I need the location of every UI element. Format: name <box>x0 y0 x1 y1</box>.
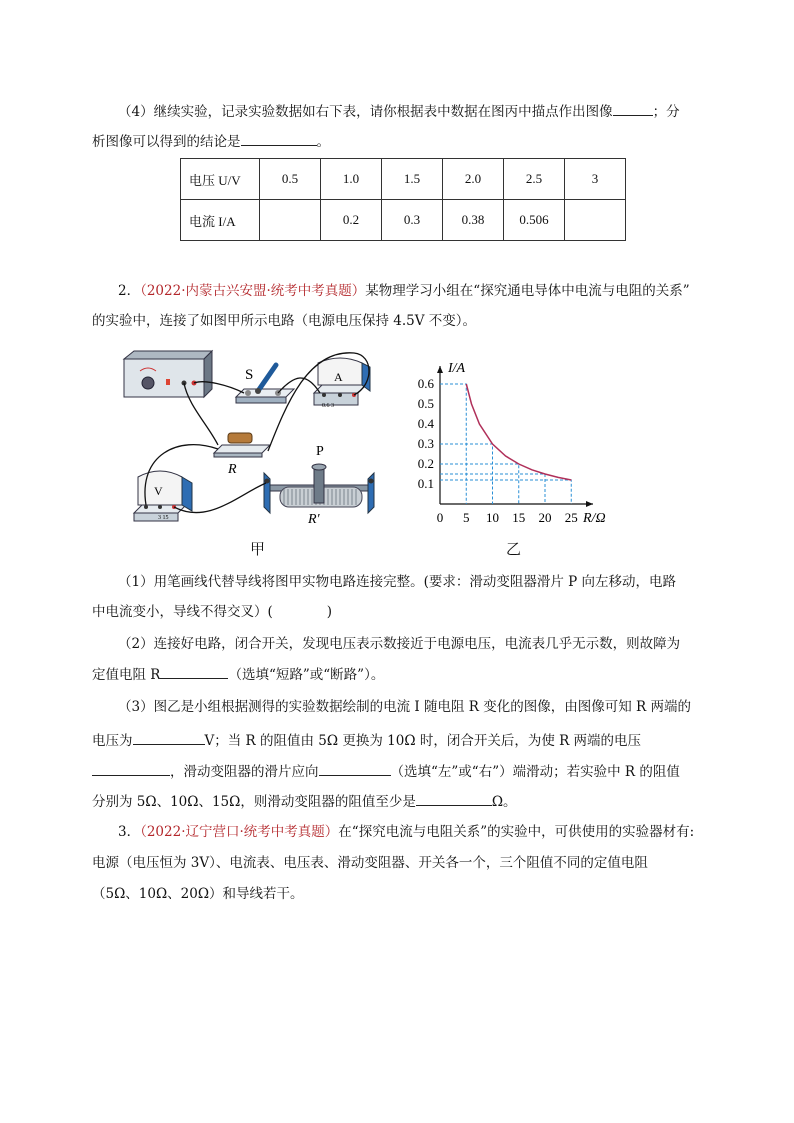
q2-sub3-line-4 <box>92 791 517 812</box>
table-cell: 0.506 <box>504 200 565 241</box>
y-tick-label: 0.5 <box>417 396 434 411</box>
y-tick-label: 0.2 <box>417 456 434 471</box>
x-tick-label: 15 <box>512 510 526 525</box>
chart-guides <box>440 384 571 504</box>
q2-sub3-line-2 <box>92 730 641 751</box>
q2-text-1: 某物理学习小组在“探究通电导体中电流与电阻的关系” <box>365 283 690 299</box>
q2-sub3-blank-1[interactable] <box>133 730 205 745</box>
switch-label: S <box>245 367 254 383</box>
ammeter-label: A <box>334 370 343 384</box>
q2-line-2: 的实验中，连接了如图甲所示电路（电源电压保持 4.5V 不变）。 <box>92 313 477 329</box>
q2-sub3-blank-2[interactable] <box>92 761 170 776</box>
table-cell: 1.5 <box>382 159 443 200</box>
q2-sub2-text-b: （选填“短路”或“断路”）。 <box>228 667 385 683</box>
q2-sub1-line-1: （1）用笔画线代替导线将图甲实物电路连接完整。(要求：滑动变阻器滑片 P 向左移动，电路 <box>118 574 677 590</box>
q2-sub3-text-f: Ω。 <box>491 794 517 810</box>
table-cell: 3 <box>565 159 626 200</box>
table-cell: 1.0 <box>321 159 382 200</box>
power-supply-icon <box>124 351 212 397</box>
q4-line-2 <box>92 131 330 152</box>
table-cell: 0.3 <box>382 200 443 241</box>
q2-sub3-text-b: V；当 R 的阻值由 5Ω 更换为 10Ω 时，闭合开关后，为使 R 两端的电压 <box>204 733 642 749</box>
x-tick-label: 20 <box>538 510 552 525</box>
ir-chart <box>408 340 623 530</box>
table-cell: 电压 U/V <box>181 159 260 200</box>
q4-line-1 <box>118 101 680 122</box>
table-cell <box>565 200 626 241</box>
table-cell: 0.2 <box>321 200 382 241</box>
q2-sub3-blank-3[interactable] <box>319 761 391 776</box>
table-row <box>181 200 626 241</box>
y-tick-label: 0.1 <box>417 476 434 491</box>
x-axis-arrow <box>586 501 593 507</box>
q2-sub3-blank-4[interactable] <box>416 791 492 806</box>
resistor-icon <box>214 433 270 457</box>
q4-text-a: （4）继续实验，记录实验数据如右下表，请你根据表中数据在图丙中描点作出图像 <box>118 104 613 120</box>
q2-sub3-text-c: ，滑动变阻器的滑片应向 <box>170 764 319 780</box>
resistor-label: R <box>228 462 237 477</box>
y-tick-label: 0.6 <box>417 376 434 391</box>
chart-axes <box>437 366 593 507</box>
q2-source: （2022·内蒙古兴安盟·统考中考真题） <box>140 283 366 299</box>
q2-sub3-text-a: 电压为 <box>92 733 133 749</box>
q2-sub3-text-e: 分别为 5Ω、10Ω、15Ω，则滑动变阻器的阻值至少是 <box>92 794 416 810</box>
voltmeter-label: V <box>154 484 163 498</box>
table-row <box>181 159 626 200</box>
q2-sub2-blank[interactable] <box>160 664 228 679</box>
q2-line-1 <box>118 281 690 301</box>
table-cell: 2.0 <box>443 159 504 200</box>
x-tick-label: 10 <box>486 510 499 525</box>
y-tick-label: 0.4 <box>417 416 434 431</box>
voltmeter-scale: 3 15 <box>158 515 169 521</box>
x-tick-label: 5 <box>463 510 470 525</box>
q2-sub1-line-2: 中电流变小，导线不得交叉）( ) <box>92 604 333 620</box>
q2-sub3-line-1: （3）图乙是小组根据测得的实验数据绘制的电流 I 随电阻 R 变化的图像，由图像可知 R 两端的 <box>118 699 691 715</box>
circuit-figure <box>118 345 380 527</box>
y-axis-arrow <box>437 366 443 373</box>
rheostat-label: R′ <box>308 512 320 527</box>
q3-line-2: 电源（电压恒为 3V）、电流表、电压表、滑动变阻器、开关各一个，三个阻值不同的定值电阻 <box>92 855 648 871</box>
ammeter-scale: 0.6 3 <box>322 403 334 409</box>
voltmeter-icon <box>134 471 192 521</box>
q3-number: 3． <box>118 824 141 840</box>
q2-sub3-text-d: （选填“左”或“右”）端滑动；若实验中 R 的阻值 <box>390 764 680 780</box>
x-axis-label: R/Ω <box>583 511 606 526</box>
q2-sub2-line-2 <box>92 664 384 685</box>
table-cell: 0.5 <box>260 159 321 200</box>
q4-text-d: 。 <box>316 134 330 150</box>
q3-text-1: 在“探究电流与电阻关系”的实验中，可供使用的实验器材有: <box>338 824 695 840</box>
table-cell: 电流 I/A <box>181 200 260 241</box>
q3-source: （2022·辽宁营口·统考中考真题） <box>140 824 339 840</box>
q4-text-c: 析图像可以得到的结论是 <box>92 134 241 150</box>
q2-number: 2． <box>118 283 141 299</box>
q2-sub2-line-1: （2）连接好电路，闭合开关，发现电压表示数接近于电源电压，电流表几乎无示数，则故障为 <box>118 636 681 652</box>
q3-line-1 <box>118 822 694 842</box>
y-axis-label: I/A <box>448 361 466 376</box>
data-table <box>180 158 626 241</box>
slider-label: P <box>316 444 324 459</box>
guide-line <box>440 480 571 504</box>
x-tick-label: 0 <box>436 510 444 525</box>
table-cell: 2.5 <box>504 159 565 200</box>
x-tick-label: 25 <box>564 510 578 525</box>
q2-sub3-line-3 <box>92 761 680 782</box>
y-tick-label: 0.3 <box>417 436 434 451</box>
rheostat-icon <box>264 464 374 513</box>
q4-text-b: ；分 <box>652 104 680 120</box>
q3-line-3: （5Ω、10Ω、20Ω）和导线若干。 <box>92 886 304 902</box>
chart-series <box>440 384 571 480</box>
table-cell: 0.38 <box>443 200 504 241</box>
q4-blank-2[interactable] <box>241 131 317 146</box>
figure-a-label: 甲 <box>250 540 266 558</box>
guide-line <box>440 464 519 504</box>
table-cell <box>260 200 321 241</box>
q2-sub2-text-a: 定值电阻 R <box>92 667 161 683</box>
q4-blank-1[interactable] <box>613 101 653 116</box>
figure-b-label: 乙 <box>506 540 522 558</box>
